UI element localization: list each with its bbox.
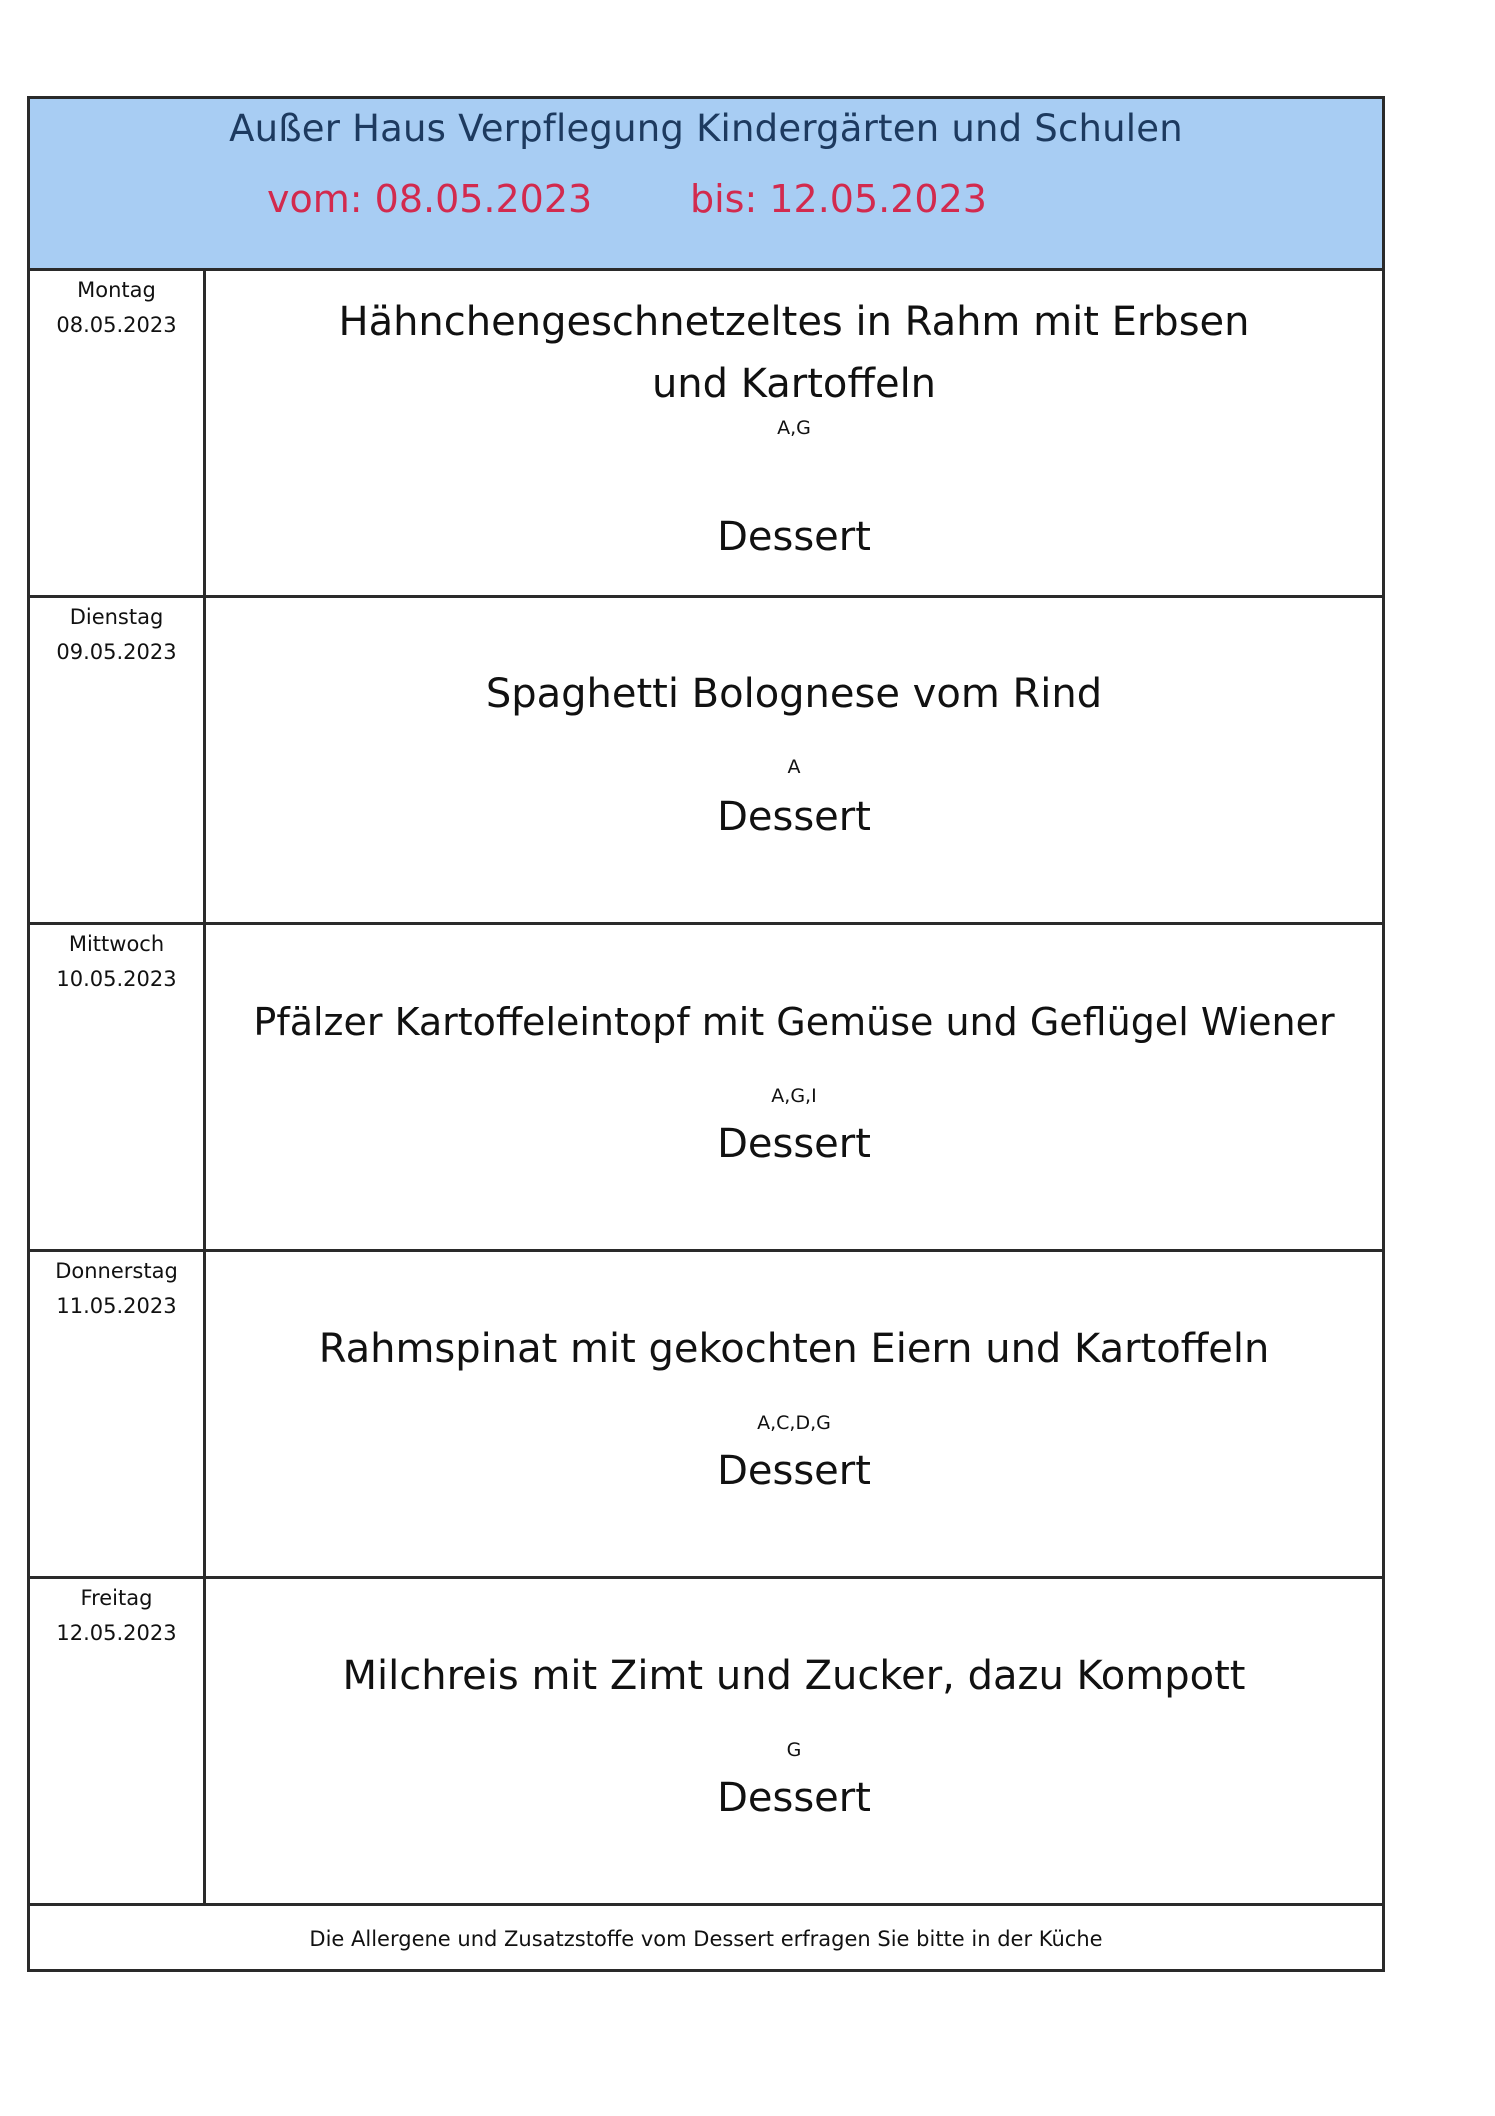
dessert-label: Dessert [717,1448,871,1494]
date-to: bis: 12.05.2023 [690,177,987,221]
dish-name: Pfälzer Kartoffeleintopf mit Gemüse und Geflügel Wiener [253,1000,1335,1044]
dish-name: Milchreis mit Zimt und Zucker, dazu Kompott [342,1653,1246,1699]
allergen-codes: A,G,I [771,1085,817,1107]
meal-cell [206,598,1382,922]
weekday-label: Mittwoch [68,932,165,956]
allergen-codes: A,G [777,417,811,439]
date-label: 11.05.2023 [56,1294,177,1318]
dish-name: Rahmspinat mit gekochten Eiern und Kartoffeln [318,1326,1270,1372]
allergen-footnote: Die Allergene und Zusatzstoffe vom Dessert erfragen Sie bitte in der Küche [309,1927,1103,1951]
allergen-codes: G [786,1739,802,1761]
weekday-label: Montag [77,278,156,302]
date-label: 12.05.2023 [56,1621,177,1645]
menu-title: Außer Haus Verpflegung Kindergärten und Schulen [229,107,1183,150]
meal-cell [206,271,1382,595]
weekday-label: Freitag [80,1586,153,1610]
dessert-label: Dessert [717,514,871,560]
allergen-codes: A [787,756,801,778]
dessert-label: Dessert [717,1775,871,1821]
weekday-label: Dienstag [69,605,164,629]
meal-cell [206,1252,1382,1576]
day-row-tuesday [30,598,1382,925]
day-row-friday [30,1579,1382,1906]
day-row-thursday [30,1252,1382,1579]
dish-name: Spaghetti Bolognese vom Rind [485,671,1103,717]
day-cell [30,598,206,922]
date-from: vom: 08.05.2023 [267,177,593,221]
weekday-label: Donnerstag [55,1259,178,1283]
meal-cell [206,1579,1382,1903]
menu-header [30,99,1382,271]
allergen-codes: A,C,D,G [757,1412,831,1434]
date-label: 08.05.2023 [56,313,177,337]
day-cell [30,1579,206,1903]
meal-cell [206,925,1382,1249]
day-cell [30,1252,206,1576]
dessert-label: Dessert [717,1121,871,1167]
day-cell [30,925,206,1249]
menu-table [27,96,1385,1972]
day-cell [30,271,206,595]
date-label: 10.05.2023 [56,967,177,991]
date-label: 09.05.2023 [56,640,177,664]
dish-name: Hähnchengeschnetzeltes in Rahm mit Erbsen und Kartoffeln [338,299,1250,407]
dessert-label: Dessert [717,794,871,840]
day-row-wednesday [30,925,1382,1252]
day-row-monday [30,271,1382,598]
